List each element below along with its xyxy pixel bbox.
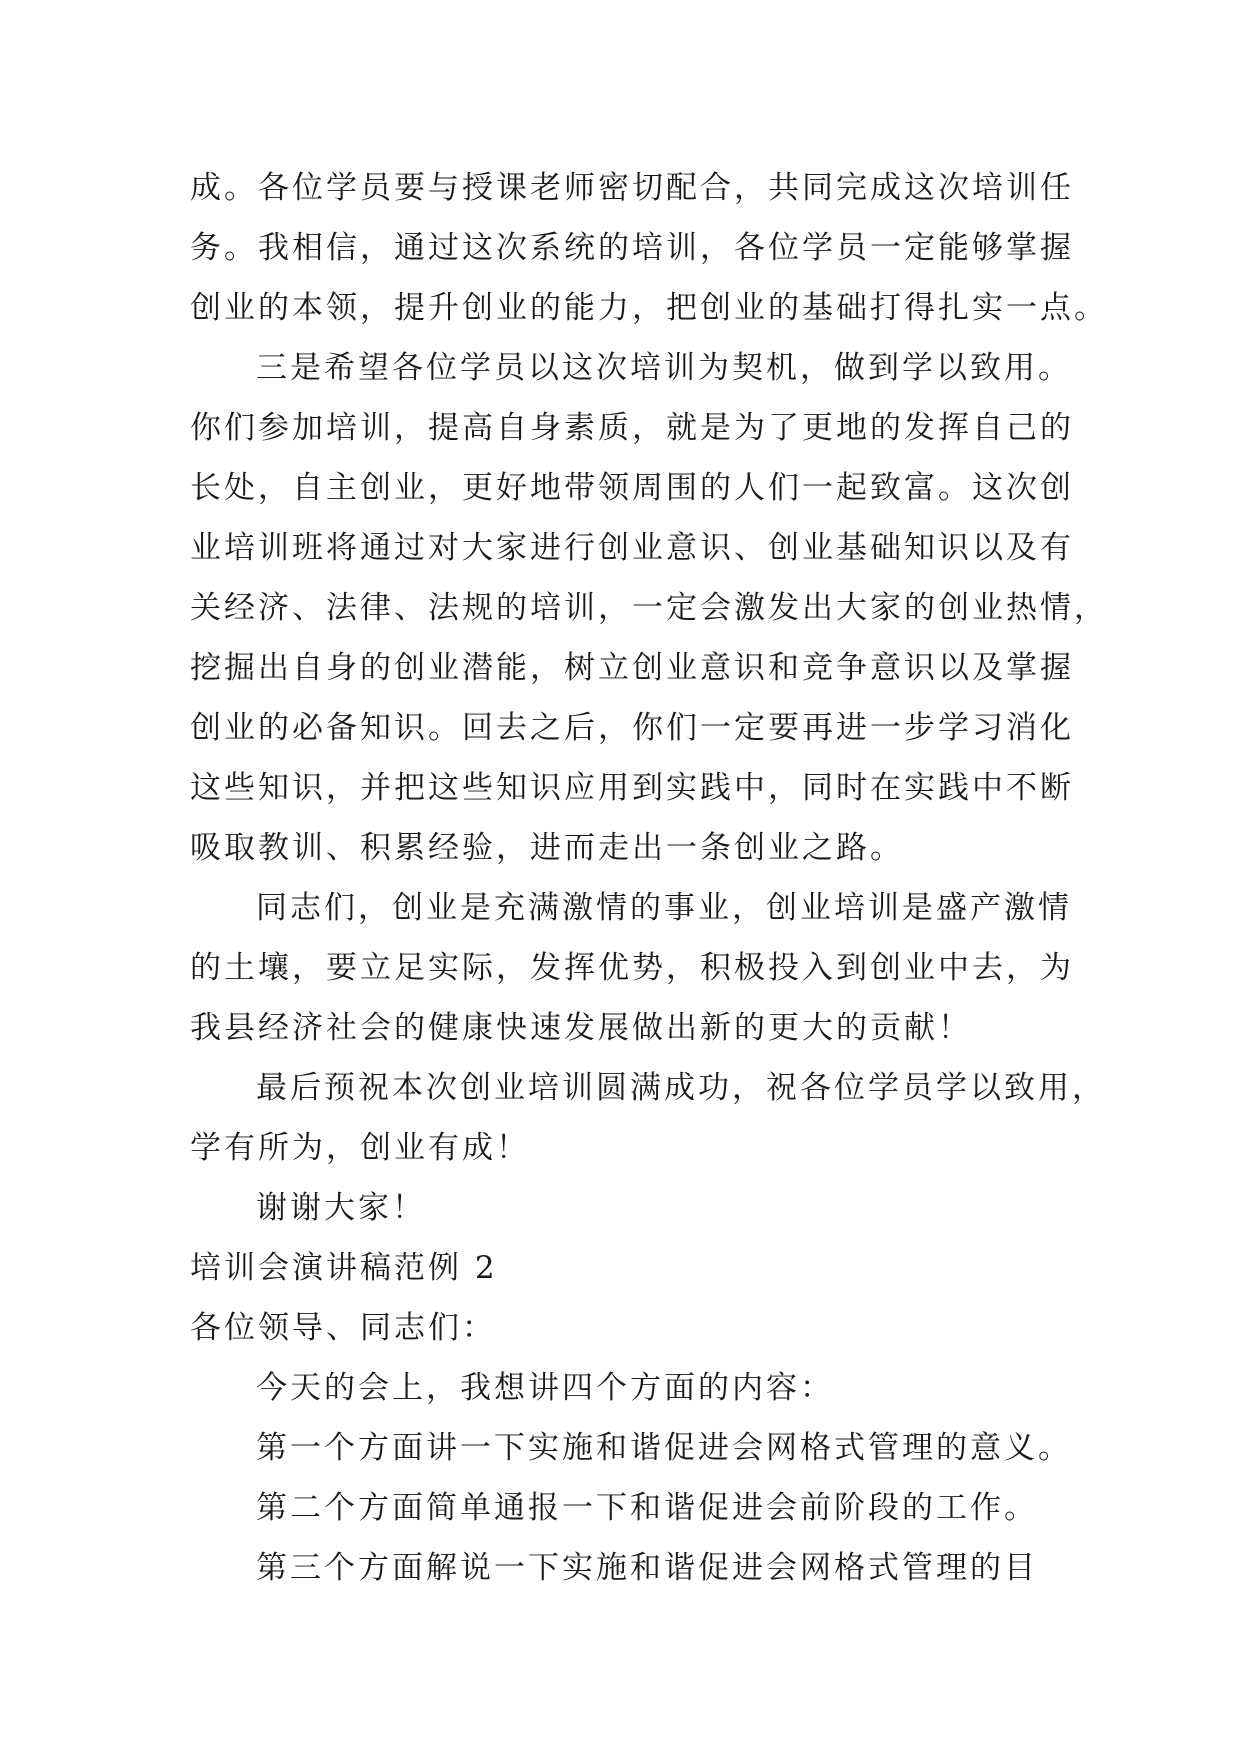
salutation: 各位领导、同志们： [190,1310,496,1346]
text-line: 的土壤，要立足实际，发挥优势，积极投入到创业中去，为 [190,950,1074,986]
text-line: 创业的必备知识。回去之后，你们一定要再进一步学习消化 [190,710,1074,746]
section-title: 培训会演讲稿范例 2 [190,1250,498,1286]
text-line: 业培训班将通过对大家进行创业意识、创业基础知识以及有 [190,530,1074,566]
list-item-line: 第一个方面讲一下实施和谐促进会网格式管理的意义。 [256,1430,1072,1466]
paragraph-start-line: 今天的会上，我想讲四个方面的内容： [256,1370,834,1406]
text-line: 务。我相信，通过这次系统的培训，各位学员一定能够掌握 [190,230,1074,266]
text-line: 吸取教训、积累经验，进而走出一条创业之路。 [190,830,904,866]
paragraph-start-line: 同志们，创业是充满激情的事业，创业培训是盛产激情 [256,890,1072,926]
list-item-line: 第三个方面解说一下实施和谐促进会网格式管理的目 [256,1550,1038,1586]
text-line: 创业的本领，提升创业的能力，把创业的基础打得扎实一点。 [190,290,1108,326]
text-line: 这些知识，并把这些知识应用到实践中，同时在实践中不断 [190,770,1074,806]
closing-line: 谢谢大家！ [256,1190,426,1226]
text-line: 成。各位学员要与授课老师密切配合，共同完成这次培训任 [190,170,1074,206]
text-line: 长处，自主创业，更好地带领周围的人们一起致富。这次创 [190,470,1074,506]
text-line: 关经济、法律、法规的培训，一定会激发出大家的创业热情， [190,590,1108,626]
paragraph-start-line: 三是希望各位学员以这次培训为契机，做到学以致用。 [256,350,1072,386]
text-line: 我县经济社会的健康快速发展做出新的更大的贡献！ [190,1010,972,1046]
body-text [190,158,1108,1598]
text-line: 挖掘出自身的创业潜能，树立创业意识和竞争意识以及掌握 [190,650,1074,686]
list-item-line: 第二个方面简单通报一下和谐促进会前阶段的工作。 [256,1490,1038,1526]
paragraph-start-line: 最后预祝本次创业培训圆满成功，祝各位学员学以致用， [256,1070,1106,1106]
text-line: 学有所为，创业有成！ [190,1130,530,1166]
text-line: 你们参加培训，提高自身素质，就是为了更地的发挥自己的 [190,410,1074,446]
